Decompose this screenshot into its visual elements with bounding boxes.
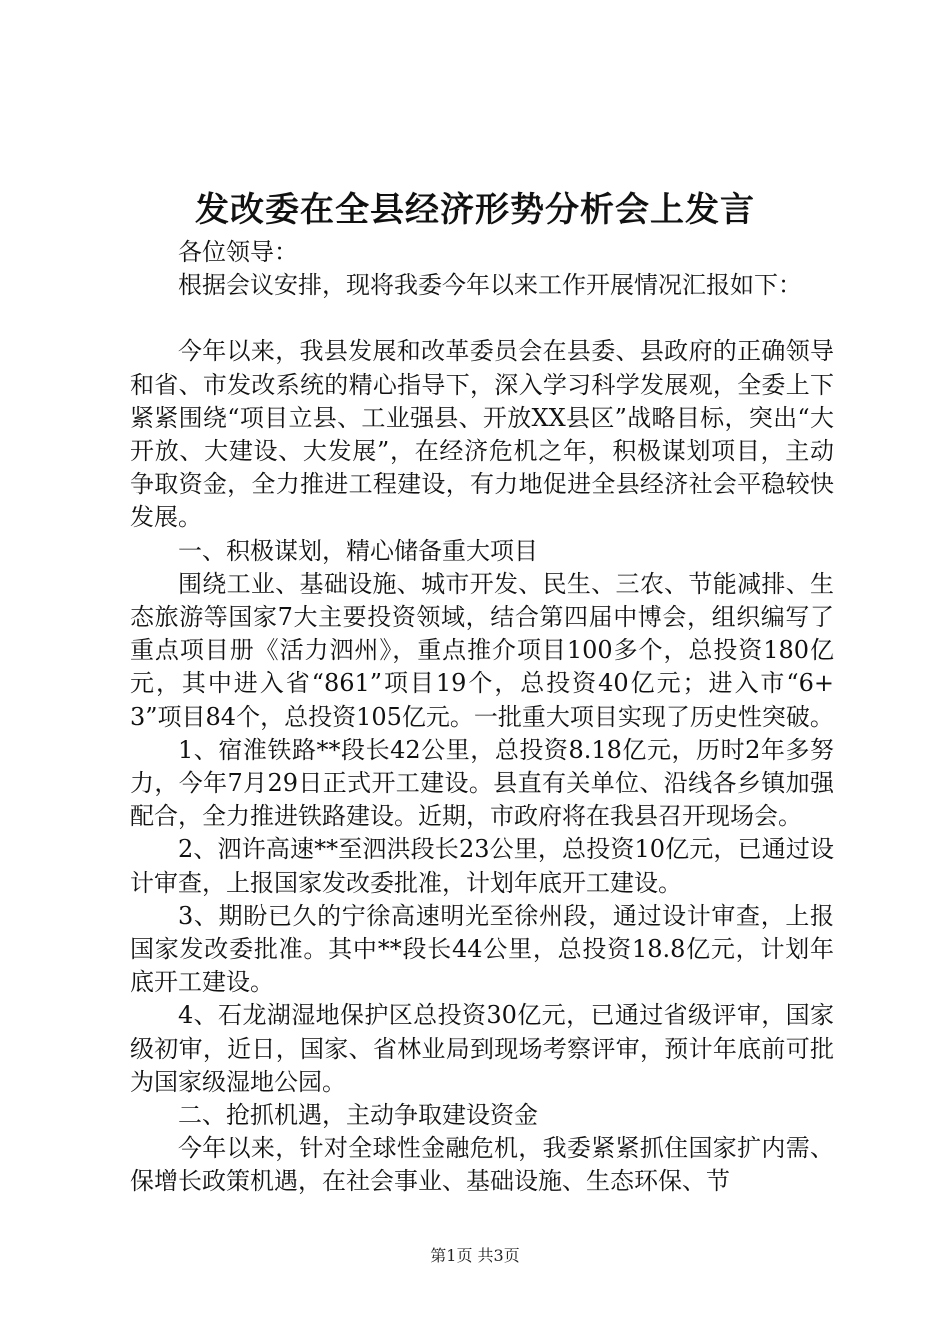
paragraph: 2、泗许高速**至泗洪段长23公里，总投资10亿元，已通过设计审查，上报国家发改委批准，计划年底开工建设。 bbox=[130, 835, 834, 897]
section-heading: 一、积极谋划，精心储备重大项目 bbox=[178, 536, 538, 565]
paragraph: 今年以来，针对全球性金融危机，我委紧紧抓住国家扩内需、保增长政策机遇，在社会事业、基础设施、生态环保、节 bbox=[130, 1134, 834, 1196]
paragraph: 3、期盼已久的宁徐高速明光至徐州段，通过设计审查，上报国家发改委批准。其中**段长44公里，总投资18.8亿元，计划年底开工建设。 bbox=[130, 901, 834, 997]
document-body bbox=[130, 236, 834, 1199]
paragraph: 1、宿淮铁路**段长42公里，总投资8.18亿元，历时2年多努力，今年7月29日正式开工建设。县直有关单位、沿线各乡镇加强配合，全力推进铁路建设。近期，市政府将在我县召开现场会。 bbox=[130, 735, 834, 831]
page-footer: 第1页 共3页 bbox=[430, 1246, 520, 1265]
paragraph: 围绕工业、基础设施、城市开发、民生、三农、节能减排、生态旅游等国家7大主要投资领域，结合第四届中博会，组织编写了重点项目册《活力泗州》，重点推介项目100多个，总投资180亿元，其中进入省“861”项目19个，总投资40亿元；进入市“6+3”项目84个，总投资105亿元。一批重大项目实现了历史性突破。 bbox=[130, 569, 834, 731]
section-heading: 二、抢抓机遇，主动争取建设资金 bbox=[178, 1101, 538, 1130]
salutation: 各位领导： bbox=[178, 238, 298, 266]
paragraph: 今年以来，我县发展和改革委员会在县委、县政府的正确领导和省、市发改系统的精心指导下，深入学习科学发展观，全委上下紧紧围绕“项目立县、工业强县、开放XX县区”战略目标，突出“大开放、大建设、大发展”，在经济危机之年，积极谋划项目，主动争取资金，全力推进工程建设，有力地促进全县经济社会平稳较快发展。 bbox=[130, 337, 834, 532]
paragraph: 4、石龙湖湿地保护区总投资30亿元，已通过省级评审，国家级初审，近日，国家、省林业局到现场考察评审，预计年底前可批为国家级湿地公园。 bbox=[130, 1001, 834, 1096]
document-title: 发改委在全县经济形势分析会上发言 bbox=[195, 190, 755, 230]
paragraph: 根据会议安排，现将我委今年以来工作开展情况汇报如下： bbox=[178, 271, 802, 300]
